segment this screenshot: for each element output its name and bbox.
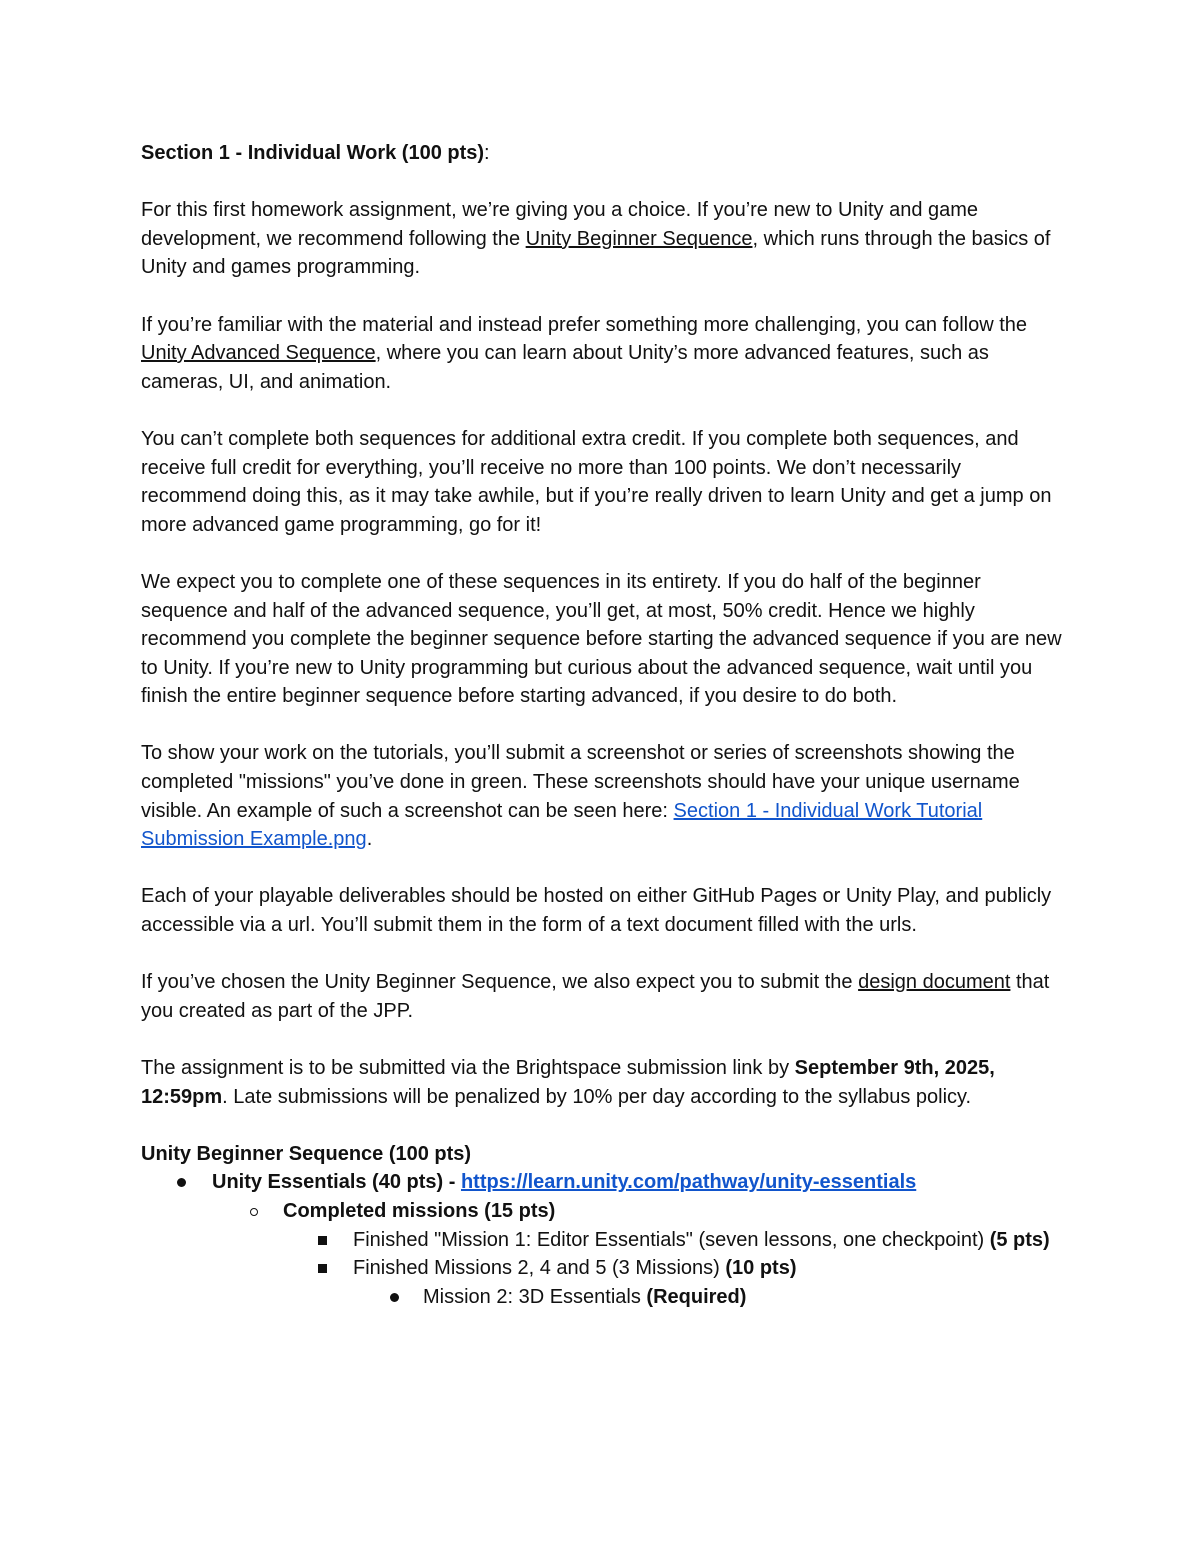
deadline-paragraph — [141, 1054, 1066, 1111]
design-doc-text-end: that you created as part of the JPP. — [141, 971, 1050, 1022]
mission-1-points: (5 pts) — [989, 1228, 1050, 1251]
rubric-section — [141, 1140, 1066, 1312]
document-page — [141, 139, 1066, 1311]
mission-2-required: (Required) — [646, 1285, 747, 1308]
missions-2-4-5-points: (10 pts) — [725, 1257, 797, 1280]
list-item-unity-essentials — [141, 1168, 1066, 1197]
advanced-text-end: , where you can learn about Unity’s more advanced features, such as cameras, UI, and animation. — [141, 342, 989, 393]
rubric-heading: Unity Beginner Sequence (100 pts) — [141, 1142, 472, 1165]
hollow-bullet-icon — [250, 1208, 258, 1216]
expectations-paragraph: We expect you to complete one of these sequences in its entirety. If you do half of the beginner sequence and half of the advanced sequence, you’ll get, at most, 50% credit. Hence we highly recommend you complete the beginner sequence before starting the advanced sequence if you are new to Unity. If you’re new to Unity programming but curious about the advanced sequence, wait until you finish the entire beginner sequence before starting advanced, if you desire to do both. — [141, 570, 1062, 708]
list-item-missions-2-4-5 — [141, 1254, 1066, 1283]
section-heading-title: Section 1 - Individual Work (100 pts) — [141, 142, 485, 164]
deadline-text-end: . Late submissions will be penalized by 10% per day according to the syllabus policy. — [222, 1085, 972, 1108]
design-document-link[interactable]: design document — [858, 971, 1011, 994]
list-item-completed-missions — [141, 1197, 1066, 1226]
missions-2-4-5-text: Finished Missions 2, 4 and 5 (3 Missions) — [353, 1257, 726, 1280]
mission-1-text: Finished "Mission 1: Editor Essentials" (seven lessons, one checkpoint) — [353, 1228, 990, 1251]
section-heading-colon: : — [484, 142, 490, 164]
design-doc-text: If you’ve chosen the Unity Beginner Sequence, we also expect you to submit the — [141, 971, 859, 994]
design-doc-paragraph — [141, 968, 1066, 1025]
screenshot-text-end: . — [366, 828, 373, 851]
extra-credit-paragraph: You can’t complete both sequences for additional extra credit. If you complete both sequences, and receive full credit for everything, you’ll receive no more than 100 points. We don’t necessarily recommend doing this, as it may take awhile, but if you’re really driven to learn Unity and get a jump on more advanced game programming, go for it! — [141, 427, 1052, 536]
filled-bullet-icon — [390, 1293, 399, 1302]
square-bullet-icon — [318, 1236, 327, 1245]
deadline-text: The assignment is to be submitted via the Brightspace submission link by — [141, 1057, 795, 1079]
submission-example-link[interactable]: Section 1 - Individual Work Tutorial Submission Example.png — [141, 799, 983, 851]
essentials-label: Unity Essentials (40 pts) - — [212, 1171, 461, 1194]
intro-paragraph — [141, 196, 1066, 282]
intro-text-end: , which runs through the basics of Unity and games programming. — [141, 227, 1051, 279]
screenshot-text: To show your work on the tutorials, you’ll submit a screenshot or series of screenshots showing the completed "missions" you’ve done in green. These screenshots should have your unique username visible. An example of such a screenshot can be seen here: — [141, 742, 1020, 822]
advanced-text: If you’re familiar with the material and instead prefer something more challenging, you can follow the — [141, 313, 1028, 336]
screenshot-paragraph — [141, 739, 1066, 853]
filled-bullet-icon — [177, 1178, 186, 1187]
deadline-date: September 9th, 2025, 12:59pm — [141, 1057, 995, 1108]
mission-2-text: Mission 2: 3D Essentials — [423, 1285, 647, 1308]
advanced-sequence-link[interactable]: Unity Advanced Sequence — [141, 342, 376, 365]
hosting-paragraph: Each of your playable deliverables should be hosted on either GitHub Pages or Unity Play, and publicly accessible via a url. You’ll submit them in the form of a text document filled with the urls. — [141, 885, 1052, 937]
beginner-sequence-link[interactable]: Unity Beginner Sequence — [525, 227, 753, 250]
essentials-url-link[interactable]: https://learn.unity.com/pathway/unity-essentials — [460, 1171, 917, 1194]
advanced-paragraph — [141, 311, 1066, 397]
list-item-mission-2 — [141, 1283, 1066, 1312]
list-item-mission-1 — [141, 1226, 1066, 1255]
intro-text: For this first homework assignment, we’re giving you a choice. If you’re new to Unity and game development, we recommend following the — [141, 199, 979, 250]
square-bullet-icon — [318, 1264, 327, 1273]
section-heading — [141, 139, 1066, 168]
completed-missions-label: Completed missions (15 pts) — [283, 1199, 556, 1222]
